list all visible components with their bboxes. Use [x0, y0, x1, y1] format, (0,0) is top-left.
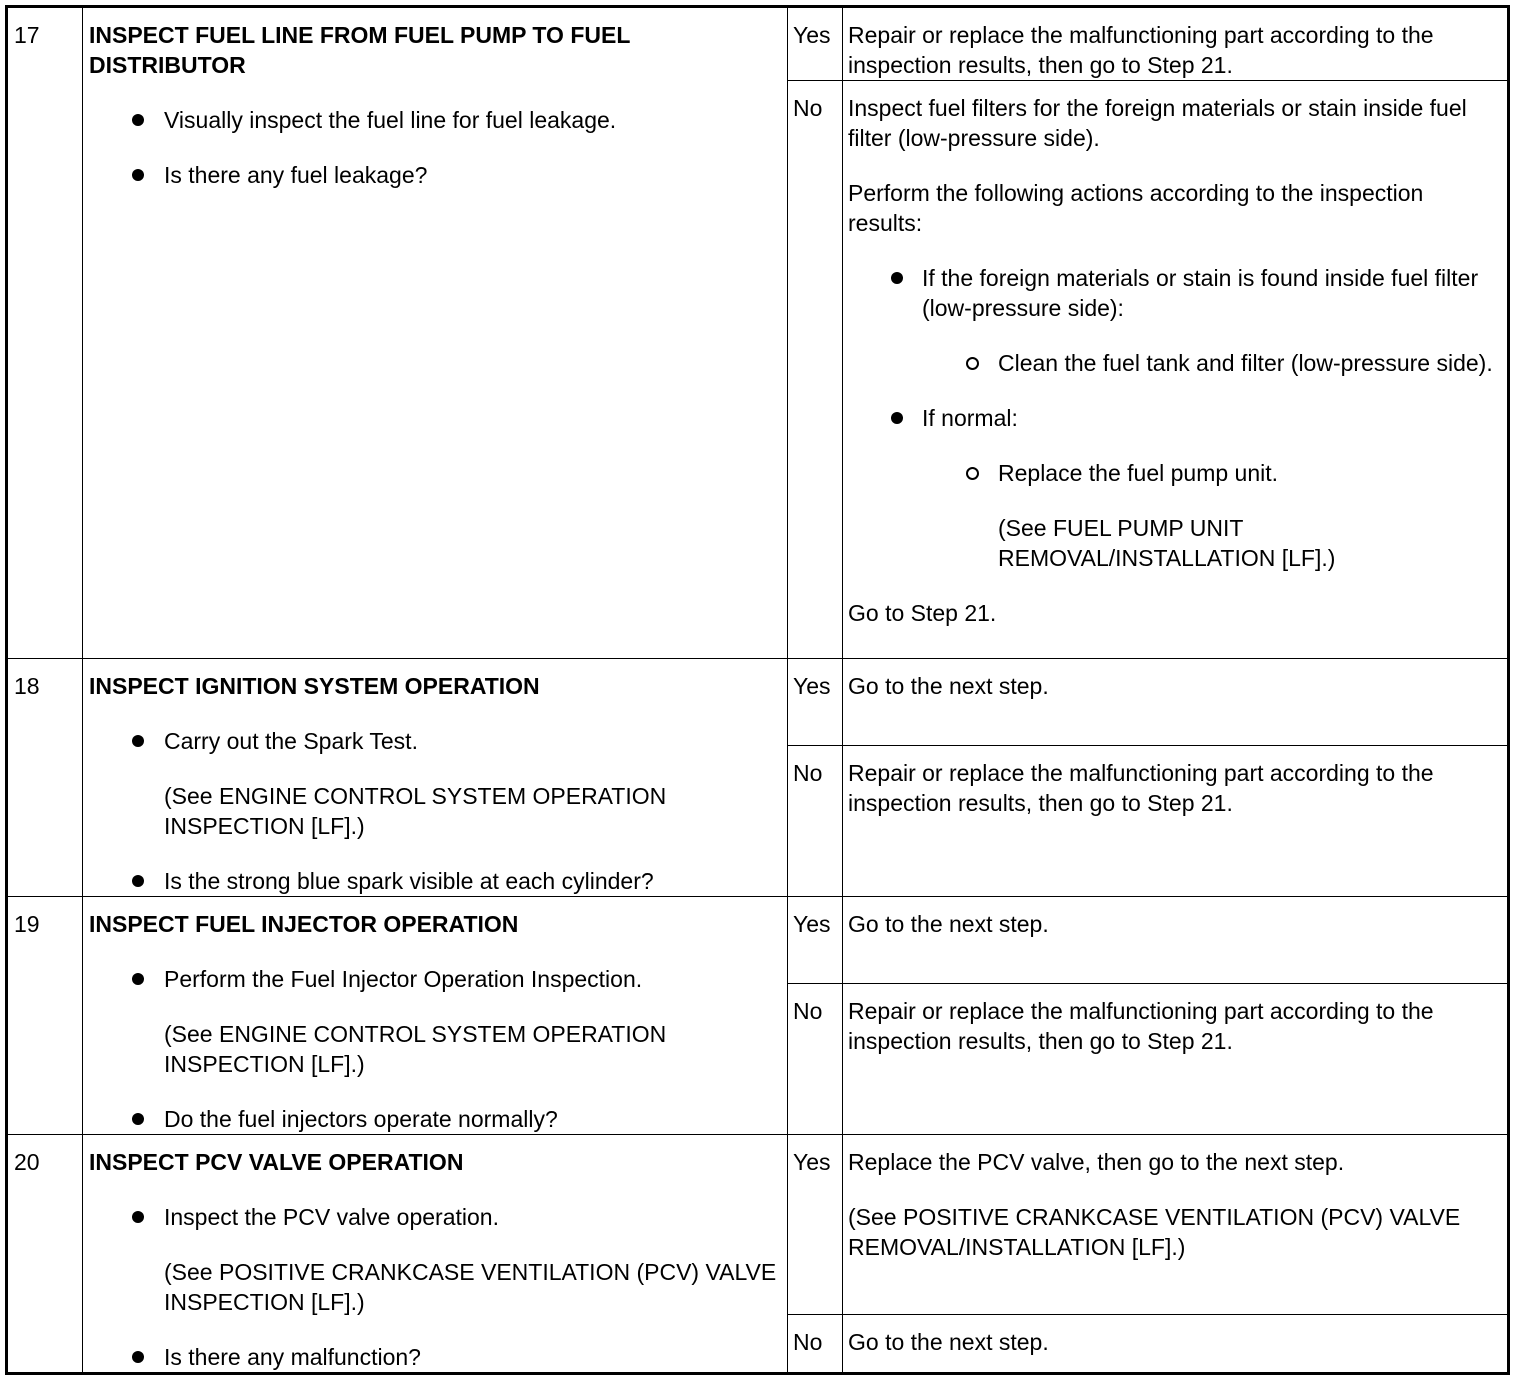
step-20-yes-row: [7, 1135, 1509, 1315]
yes-result-text: Replace the PCV valve, then go to the next step.: [848, 1149, 1345, 1175]
step-title: INSPECT FUEL LINE FROM FUEL PUMP TO FUEL DISTRIBUTOR: [89, 22, 630, 78]
no-result: Go to the next step.: [843, 1314, 1509, 1374]
action-question: Is there any fuel leakage?: [89, 160, 779, 190]
step-action-cell: [83, 7, 788, 659]
no-label: No: [788, 984, 843, 1135]
step-18-yes-row: [7, 659, 1509, 746]
yes-result: Go to the next step.: [843, 897, 1509, 984]
no-result-sub-bullet: Clean the fuel tank and filter (low-pressure side).: [848, 348, 1499, 378]
no-result-reference: (See FUEL PUMP UNIT REMOVAL/INSTALLATION [LF].): [998, 515, 1336, 571]
step-action-cell: [83, 1135, 788, 1374]
yes-label: Yes: [788, 897, 843, 984]
yes-result: Repair or replace the malfunctioning part according to the inspection results, then go to Step 21.: [843, 7, 1509, 81]
no-label: No: [788, 1314, 843, 1374]
step-title: INSPECT IGNITION SYSTEM OPERATION: [89, 673, 540, 699]
yes-label: Yes: [788, 1135, 843, 1315]
action-reference: (See ENGINE CONTROL SYSTEM OPERATION INSPECTION [LF].): [164, 783, 667, 839]
action-reference: (See POSITIVE CRANKCASE VENTILATION (PCV) VALVE INSPECTION [LF].): [164, 1259, 777, 1315]
step-19-yes-row: [7, 897, 1509, 984]
action-bullet: Visually inspect the fuel line for fuel leakage.: [89, 105, 779, 135]
step-title: INSPECT FUEL INJECTOR OPERATION: [89, 911, 519, 937]
no-result: Repair or replace the malfunctioning part according to the inspection results, then go to Step 21.: [843, 984, 1509, 1135]
step-17-yes-row: [7, 7, 1509, 81]
no-result-text: Perform the following actions according to the inspection results:: [848, 180, 1424, 236]
action-bullet: Carry out the Spark Test.: [89, 726, 779, 756]
no-result-bullet: If the foreign materials or stain is found inside fuel filter (low-pressure side):: [848, 263, 1499, 323]
yes-label: Yes: [788, 7, 843, 81]
action-question: Is there any malfunction?: [89, 1342, 779, 1372]
yes-label: Yes: [788, 659, 843, 746]
no-result: [843, 81, 1509, 659]
no-result-text: Inspect fuel filters for the foreign materials or stain inside fuel filter (low-pressure side).: [848, 95, 1467, 151]
step-number: 17: [7, 7, 83, 659]
no-label: No: [788, 746, 843, 897]
diagnostic-procedure-table: [5, 5, 1510, 1375]
action-question: Do the fuel injectors operate normally?: [89, 1104, 779, 1134]
step-number: 19: [7, 897, 83, 1135]
action-question: Is the strong blue spark visible at each cylinder?: [89, 866, 779, 896]
action-reference: (See ENGINE CONTROL SYSTEM OPERATION INSPECTION [LF].): [164, 1021, 667, 1077]
action-bullet: Inspect the PCV valve operation.: [89, 1202, 779, 1232]
step-action-cell: [83, 659, 788, 897]
no-result-text: Go to Step 21.: [848, 600, 997, 626]
yes-result: [843, 1135, 1509, 1315]
step-title: INSPECT PCV VALVE OPERATION: [89, 1149, 464, 1175]
no-result-bullet: If normal:: [848, 403, 1499, 433]
action-bullet: Perform the Fuel Injector Operation Inspection.: [89, 964, 779, 994]
no-result-sub-bullet: Replace the fuel pump unit.: [848, 458, 1499, 488]
no-result: Repair or replace the malfunctioning part according to the inspection results, then go to Step 21.: [843, 746, 1509, 897]
no-label: No: [788, 81, 843, 659]
step-number: 20: [7, 1135, 83, 1374]
step-action-cell: [83, 897, 788, 1135]
step-number: 18: [7, 659, 83, 897]
yes-result: Go to the next step.: [843, 659, 1509, 746]
yes-result-reference: (See POSITIVE CRANKCASE VENTILATION (PCV) VALVE REMOVAL/INSTALLATION [LF].): [848, 1204, 1461, 1260]
